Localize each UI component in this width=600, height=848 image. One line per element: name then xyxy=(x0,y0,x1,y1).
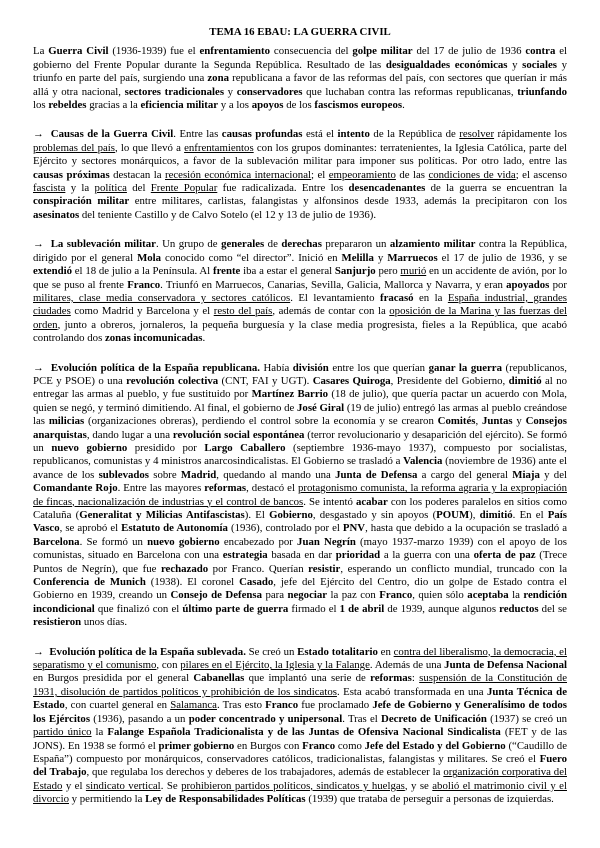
text-run: . Tras el xyxy=(342,712,382,725)
bold-text: último parte de guerra xyxy=(182,602,289,615)
text-run: pero xyxy=(375,265,401,278)
text-run: , hasta que debido a la ocupación se trasladó a xyxy=(365,522,568,535)
text-run: , desgastado y sin apoyos ( xyxy=(312,509,437,521)
text-run: (1937) se creó un xyxy=(486,712,568,725)
text-run: de las xyxy=(395,168,429,181)
text-run: gracias a la xyxy=(86,99,141,112)
bold-text: eficiencia militar xyxy=(140,99,219,112)
text-run: (1936), controlado por el xyxy=(227,522,343,535)
bold-text: Franco xyxy=(379,589,413,602)
bold-text: Marruecos xyxy=(387,251,438,264)
text-run: como Madrid y Barcelona y el xyxy=(70,305,214,318)
underlined-text: militares, clase media conservadora y sectores católicos xyxy=(33,291,291,304)
bold-text: Causas de la Guerra Civil xyxy=(50,128,174,141)
bold-text: rendición incondicional xyxy=(33,589,567,615)
text-run: la paz con xyxy=(327,589,380,602)
text-run: presidido por xyxy=(127,441,205,454)
text-run: y xyxy=(507,58,523,71)
bold-text: Jefe de Gobierno y Generalísimo de todos los Ejércitos xyxy=(33,699,567,725)
underlined-text: protagonismo comunista, la reforma agraria y la expropiación de fincas, nacionalización de industrias y el control de bancos xyxy=(33,482,567,508)
bold-text: causas profundas xyxy=(221,128,303,141)
text-run: . Entre las xyxy=(173,128,222,141)
text-run: , jefe del Ejército del Centro, dio un golpe de Estado contra el Gobierno en 1939, creando un xyxy=(33,576,567,602)
text-run: . Se formó un xyxy=(79,535,148,548)
bold-text: nuevo gobierno xyxy=(147,535,220,548)
text-run: prepararon un xyxy=(321,238,390,251)
text-run: . Tras esto xyxy=(216,699,266,712)
text-run: . Entre las mayores xyxy=(117,482,205,495)
bold-text: Sanjurjo xyxy=(334,265,376,278)
bold-text: resistieron xyxy=(33,616,82,629)
bold-text: revolución colectiva xyxy=(126,374,219,387)
text-run: y la xyxy=(65,182,95,195)
text-run: ). El xyxy=(244,509,270,521)
bold-text: Miaja xyxy=(512,468,540,481)
bold-text: Estado totalitario xyxy=(297,645,378,658)
bold-text: Generalitat y Milicias Antifascistas xyxy=(79,509,245,521)
bold-text: Consejos anarquistas xyxy=(33,415,567,441)
text-run: el gobierno del Frente Popular durante la Segunda República. Resultado de las xyxy=(33,45,567,71)
bold-text: Casado xyxy=(239,576,274,589)
text-run: fue radicalizada. Entre los xyxy=(217,182,349,195)
text-run: encabezado por xyxy=(219,535,298,548)
text-run: como xyxy=(335,739,365,752)
text-run: La xyxy=(33,45,49,58)
underlined-text: oposición de la Marina y las fuerzas del orden xyxy=(33,305,567,331)
document-page xyxy=(33,26,567,823)
text-run: ), xyxy=(469,509,480,521)
text-run: (1938). El coronel xyxy=(145,576,240,589)
bold-text: fracasó xyxy=(379,291,414,304)
underlined-text: Frente Popular xyxy=(150,182,218,195)
underlined-text: sindicato vertical xyxy=(85,779,161,792)
text-run: . Esta acabó transformada en una xyxy=(336,685,488,698)
text-run: (FET y de las JONS). En 1938 se formó el xyxy=(33,726,567,752)
text-run: , destacó el xyxy=(246,482,298,495)
text-run: . El levantamiento xyxy=(290,291,380,304)
underlined-text: contra del liberalismo, la democracia, el separatismo y el comunismo xyxy=(33,645,567,672)
text-run: iba a estar el general xyxy=(240,265,335,278)
text-run: en un accidente de avión, por lo que se puso al frente xyxy=(33,265,568,291)
bold-text: Ley de Responsabilidades Políticas xyxy=(145,793,306,806)
bold-text: rebeldes xyxy=(48,99,87,112)
text-run: (“Caudillo de España”) compuesto por monárquicos, conservadores católicos, tradicionalistas, falangistas y militares. Se creó el xyxy=(33,739,568,765)
text-run: consecuencia del xyxy=(270,45,353,58)
underlined-text: organización corporativa del Estado xyxy=(33,766,567,792)
bold-text: conservadores xyxy=(236,85,303,98)
text-run: (septiembre 1936-mayo 1937), compuesto por socialistas, republicanos, comunistas y 4 ministros anarcosindicalistas. El Gobierno se trasladó a xyxy=(33,441,567,468)
underlined-text: pilares en el Ejército, la Iglesia y la Falange xyxy=(180,659,370,672)
paragraph-introduccion xyxy=(33,45,567,112)
text-run: . Triunfó en Marruecos, Canarias, Sevilla, Galicia, Mallorca y Navarra, y eran xyxy=(160,278,507,291)
text-run: y triunfo en parte del país, surgiendo una xyxy=(33,58,567,85)
bold-text: 1 de abril xyxy=(339,602,385,615)
text-run: por xyxy=(549,278,567,291)
text-run: , quedando al mando una xyxy=(216,468,336,481)
text-run: en Burgos con xyxy=(234,739,303,752)
bold-text: poder concentrado y unipersonal xyxy=(188,712,343,725)
bold-text: milicias xyxy=(48,415,85,428)
text-run: está el xyxy=(302,128,338,141)
text-run: (CNT, FAI y UGT). xyxy=(218,374,313,387)
section-evolucion-espana-sublevada xyxy=(33,646,567,807)
text-run: a cargo del general xyxy=(417,468,513,481)
text-run: en Burgos presidida por el general xyxy=(33,672,194,685)
bold-text: POUM xyxy=(436,509,470,521)
bold-text: Barcelona xyxy=(33,535,80,548)
text-run: la xyxy=(91,726,108,739)
text-run: basada en dar xyxy=(267,549,336,562)
document-title: TEMA 16 EBAU: LA GUERRA CIVIL xyxy=(209,26,391,38)
underlined-text: enfrentamientos xyxy=(184,141,254,154)
text-run: ; el xyxy=(311,168,329,181)
bold-text: Juan Negrín xyxy=(297,535,356,548)
underlined-text: resolver xyxy=(459,128,495,141)
text-run: que implantó una serie de xyxy=(244,672,371,685)
bold-text: País Vasco xyxy=(33,509,567,535)
text-run: (republicanos, PCE y PSOE) o una xyxy=(33,361,567,387)
text-run: y xyxy=(224,85,237,98)
bold-text: golpe militar xyxy=(352,45,413,58)
underlined-text: empeoramiento xyxy=(328,168,396,181)
bold-text: dimitió xyxy=(508,374,542,387)
text-run: del se xyxy=(538,602,567,615)
underlined-text: murió xyxy=(400,265,427,278)
underlined-text: Salamanca xyxy=(170,699,217,712)
bold-text: nuevo gobierno xyxy=(51,441,128,454)
bold-text: Conferencia de Munich xyxy=(33,576,146,589)
text-run: , dando lugar a una xyxy=(86,428,173,441)
bold-text: intento xyxy=(337,128,370,141)
text-run: (noviembre de 1936) ante el avance de los xyxy=(33,455,567,481)
text-run: en la xyxy=(413,291,448,304)
bold-text: dimitió xyxy=(479,509,513,521)
text-run: y a los xyxy=(218,99,252,112)
text-run: sobre xyxy=(148,468,181,481)
text-run: contra la República, dirigido por el general xyxy=(33,238,568,264)
underlined-text: recesión económica internacional xyxy=(165,168,312,181)
bold-text: apoyos xyxy=(251,99,284,112)
text-run: del xyxy=(126,182,151,195)
bold-text: desigualdades económicas xyxy=(385,58,508,71)
bold-text: Franco xyxy=(127,278,161,291)
bold-text: Evolución política de la España republicana. xyxy=(50,361,260,374)
bold-text: zona xyxy=(207,72,229,85)
text-run: el 17 de julio de 1936, y se xyxy=(437,251,568,264)
text-run: , xyxy=(475,415,482,428)
text-run: conocido como “el director”. Inició en xyxy=(161,251,342,264)
bold-text: negociar xyxy=(287,589,328,602)
bold-text: alzamiento militar xyxy=(389,238,476,251)
bold-text: Cabanellas xyxy=(193,672,245,685)
bold-text: Mola xyxy=(137,251,162,264)
text-run: . Se intentó xyxy=(303,495,356,508)
text-run: → xyxy=(33,645,50,658)
text-run: Se creó un xyxy=(245,645,298,658)
text-run: , quien sólo xyxy=(412,589,468,602)
text-run: fue proclamado xyxy=(298,699,373,712)
text-run: ; el ascenso xyxy=(515,168,568,181)
bold-text: Falange Española Tradicionalista y de las Juntas de Ofensiva Nacional Sindicalista xyxy=(107,726,501,739)
bold-text: Franco xyxy=(302,739,336,752)
text-run: . Se xyxy=(160,779,182,792)
bold-text: Madrid xyxy=(180,468,217,481)
bold-text: Melilla xyxy=(341,251,374,264)
text-run: (organizaciones obreras), perdiendo el control sobre la economía y se crearon xyxy=(84,415,438,428)
bold-text: reformas xyxy=(370,672,412,685)
text-run: unos días. xyxy=(81,616,128,629)
text-run: de la guerra se encuentran la xyxy=(425,182,567,195)
text-run: . Un grupo de xyxy=(155,238,222,251)
underlined-text: política xyxy=(94,182,127,195)
text-run: por Franco. Querían xyxy=(208,562,309,575)
bold-text: prioridad xyxy=(335,549,381,562)
underlined-text: suspensión de la Constitución de 1931, disolución de partidos políticos y prohibición de los sindicatos xyxy=(33,672,568,698)
bold-text: rechazado xyxy=(160,562,209,575)
bold-text: La sublevación militar xyxy=(50,238,156,251)
bold-text: aceptaba xyxy=(467,589,509,602)
bold-text: sublevados xyxy=(98,468,149,481)
bold-text: resistir xyxy=(308,562,341,575)
bold-text: revolución social espontánea xyxy=(172,428,305,441)
text-run: , que regulaba los derechos y deberes de los trabajadores, además de establecer la xyxy=(86,766,444,779)
text-run: rápidamente los xyxy=(494,128,567,141)
underlined-text: resto del país xyxy=(213,305,273,318)
bold-text: reductos xyxy=(499,602,539,615)
bold-text: ganar la guerra xyxy=(428,361,502,374)
bold-text: Comandante Rojo xyxy=(33,482,118,495)
bold-text: frente xyxy=(212,265,241,278)
text-run: los xyxy=(33,99,49,112)
underlined-text: abolió el matrimonio civil y el divorcio xyxy=(33,779,567,806)
text-run: (mayo 1937-marzo 1939) con el apoyo de los comunistas, situado en Barcelona con una xyxy=(33,535,567,562)
bold-text: Casares Quiroga xyxy=(312,374,391,387)
bold-text: extendió xyxy=(33,265,72,278)
text-run: , con xyxy=(156,659,181,672)
bold-text: reformas xyxy=(204,482,247,495)
text-run: → xyxy=(33,238,51,251)
text-run: en xyxy=(377,645,394,658)
bold-text: primer gobierno xyxy=(158,739,235,752)
bold-text: estrategia xyxy=(222,549,268,562)
text-run: (19 de julio) entregó las armas al pueblo creándose las xyxy=(33,401,567,428)
text-run: , se aprobó el xyxy=(59,522,122,535)
bold-text: división xyxy=(292,361,329,374)
text-run: firmado el xyxy=(288,602,340,615)
bold-text: Gobierno xyxy=(269,509,313,521)
text-run: (terror revolucionario y desaparición del ejército). Se formó un xyxy=(33,428,567,454)
text-run: , Presidente del Gobierno, xyxy=(390,374,509,387)
text-run: , esperando un conflicto mundial, truncado con la xyxy=(340,562,567,575)
underlined-text: condiciones de vida xyxy=(428,168,516,181)
bold-text: Martínez Barrio xyxy=(251,388,329,401)
underlined-text: problemas del país xyxy=(33,141,115,154)
text-run: para xyxy=(261,589,288,602)
bold-text: PNV xyxy=(342,522,366,535)
bold-text: Junta de Defensa Nacional xyxy=(444,659,568,672)
text-run: (1939) que trataba de perseguir a personas de izquierdas. xyxy=(305,793,554,806)
text-run: que finalizó con el xyxy=(94,602,183,615)
text-run: , y se xyxy=(404,779,433,792)
bold-text: Franco xyxy=(265,699,299,712)
text-run: (1936-1939) fue el xyxy=(108,45,200,58)
bold-text: José Giral xyxy=(297,401,345,414)
bold-text: Fuero del Trabajo xyxy=(33,752,567,779)
underlined-text: España industrial, grandes ciudades xyxy=(33,291,567,318)
bold-text: enfrentamiento xyxy=(199,45,271,58)
bold-text: Comités xyxy=(437,415,476,428)
text-run: entre militares, carlistas, falangistas y alfonsinos desde 1933, además la precipitaron con los xyxy=(129,195,567,208)
text-run: con los grupos dominantes: terratenientes, la Iglesia Católica, parte del Ejército y sectores monárquicos, a favor de la sublevación militar para imponer sus políticas. Por otro lado, entre las xyxy=(33,141,567,168)
bold-text: sectores tradicionales xyxy=(124,85,225,98)
bold-text: triunfando xyxy=(517,85,568,98)
bold-text: oferta de paz xyxy=(473,549,536,562)
bold-text: apoyados xyxy=(506,278,550,291)
bold-text: generales xyxy=(221,238,265,251)
text-run: : xyxy=(411,672,420,685)
bold-text: contra xyxy=(525,45,556,58)
text-run: , junto a obreros, jornaleros, la pequeña burguesía y la clase media progresista, fieles a la República, que acabó controlando dos xyxy=(33,318,567,345)
text-run: al no entregar las armas al pueblo, y fue sustituido por xyxy=(33,374,567,401)
bold-text: acabar xyxy=(355,495,388,508)
bold-text: Guerra Civil xyxy=(48,45,109,58)
text-run: → xyxy=(33,128,51,141)
bold-text: asesinatos xyxy=(33,208,80,221)
text-run: de los xyxy=(283,99,315,112)
bold-text: Junta Técnica de Estado xyxy=(33,685,567,712)
text-run: . Además de una xyxy=(369,659,445,672)
text-run: , además de contar con la xyxy=(272,305,390,318)
underlined-text: partido único xyxy=(33,726,92,739)
bold-text: Estatuto de Autonomía xyxy=(121,522,228,535)
text-run: y del xyxy=(539,468,567,481)
text-run: , lo que llevó a xyxy=(114,141,185,154)
text-run: (Trece Puntos de Negrín), que fue xyxy=(33,549,568,575)
bold-text: causas próximas xyxy=(33,168,110,181)
bold-text: Evolución política de la España sublevada. xyxy=(49,645,246,658)
underlined-text: fascista xyxy=(33,182,66,195)
text-run: a la guerra con una xyxy=(380,549,474,562)
bold-text: zonas incomunicadas xyxy=(104,332,203,345)
section-sublevacion-militar xyxy=(33,238,567,345)
text-run: . En el xyxy=(512,509,548,521)
bold-text: Valencia xyxy=(403,455,443,468)
bold-text: conspiración militar xyxy=(33,195,130,208)
bold-text: Juntas xyxy=(481,415,513,428)
text-run: destacan la xyxy=(109,168,165,181)
text-run: y xyxy=(512,415,526,428)
text-run: → xyxy=(33,361,51,374)
text-run: que luchaban contra las reformas republicanas, xyxy=(302,85,518,98)
bold-text: sociales xyxy=(522,58,557,71)
text-run: . xyxy=(202,332,206,345)
text-run: de xyxy=(264,238,282,251)
text-run: del teniente Castillo y de Calvo Sotelo (el 12 y 13 de julio de 1936). xyxy=(79,208,377,221)
text-run: entre los que querían xyxy=(328,361,429,374)
text-run: y xyxy=(373,251,388,264)
bold-text: Jefe del Estado y del Gobierno xyxy=(364,739,506,752)
text-run: con los poderes paralelos en sitios como Cataluña ( xyxy=(33,495,568,521)
bold-text: desencadenantes xyxy=(348,182,426,195)
text-run: Había xyxy=(259,361,293,374)
text-run: . xyxy=(402,99,405,112)
bold-text: Consejo de Defensa xyxy=(170,589,262,602)
section-causas-guerra-civil xyxy=(33,128,567,222)
text-run: de la República de xyxy=(369,128,460,141)
text-run: la xyxy=(508,589,524,602)
text-run: (1936), pasando a un xyxy=(90,712,189,725)
bold-text: Decreto de Unificación xyxy=(381,712,487,725)
text-run: el 18 de julio a la Península. Al xyxy=(72,265,213,278)
section-evolucion-espana-republicana xyxy=(33,362,567,630)
text-run: y permitiendo la xyxy=(68,793,146,806)
text-run: de 1939, aunque algunos xyxy=(384,602,500,615)
bold-text: Junta de Defensa xyxy=(335,468,418,481)
underlined-text: prohibieron partidos políticos, sindicatos y huelgas xyxy=(181,779,405,792)
text-run: republicana a favor de las reformas del país, con sectores que querían ir más allá y otra nacional, xyxy=(33,72,567,98)
bold-text: fascismos europeos xyxy=(314,99,403,112)
text-run: del 17 de julio de 1936 xyxy=(412,45,526,58)
text-run: (18 de julio), que quería pactar un acuerdo con Mola, quien se negó, y terminó dimitiendo. Al final, el gobierno de xyxy=(33,388,567,414)
text-run: y el xyxy=(62,779,86,792)
bold-text: derechas xyxy=(281,238,322,251)
bold-text: Largo Caballero xyxy=(204,441,286,454)
text-run: , con cuartel general en xyxy=(64,699,171,712)
